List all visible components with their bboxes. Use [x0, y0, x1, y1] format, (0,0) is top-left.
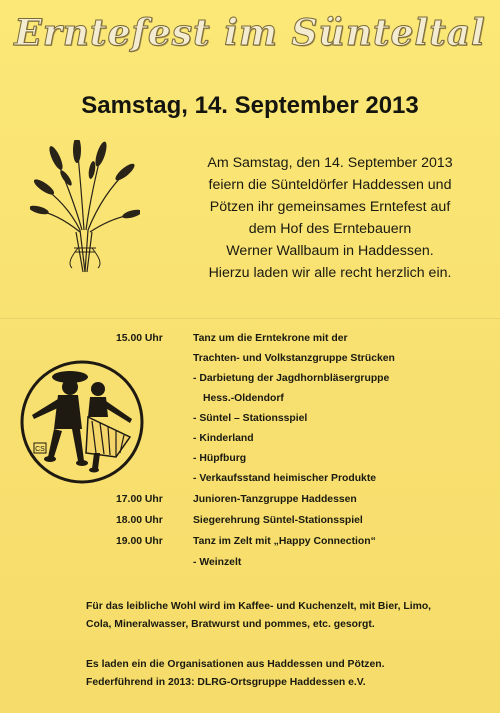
schedule-row: [0, 433, 500, 453]
intro-line: dem Hof des Erntebauern: [248, 221, 412, 237]
schedule-row: [0, 333, 500, 353]
schedule-time: 17.00 Uhr: [116, 494, 163, 505]
catering-line: Cola, Mineralwasser, Bratwurst und pommes, etc. gesorgt.: [86, 619, 375, 630]
schedule-text: - Süntel – Stationsspiel: [193, 413, 308, 424]
schedule-row: [0, 453, 500, 473]
schedule-time: 18.00 Uhr: [116, 515, 163, 526]
organizer-note: [86, 656, 486, 692]
schedule-text: Junioren-Tanzgruppe Haddessen: [193, 494, 357, 505]
catering-line: Für das leibliche Wohl wird im Kaffee- und Kuchenzelt, mit Bier, Limo,: [86, 601, 432, 612]
schedule-time: 19.00 Uhr: [116, 536, 163, 547]
organizer-line: Federführend in 2013: DLRG-Ortsgruppe Haddessen e.V.: [86, 677, 366, 688]
schedule-text: Hess.-Oldendorf: [203, 393, 284, 404]
intro-line: Pötzen ihr gemeinsames Erntefest auf: [209, 199, 451, 215]
schedule-row: [0, 413, 500, 433]
intro-text: [170, 152, 490, 284]
intro-line: Hierzu laden wir alle recht herzlich ein.: [208, 265, 452, 281]
schedule-text: - Hüpfburg: [193, 453, 247, 464]
schedule-text: - Darbietung der Jagdhornbläsergruppe: [193, 373, 390, 384]
schedule-row: [0, 373, 500, 393]
schedule-time: 15.00 Uhr: [116, 333, 163, 344]
schedule-row: [0, 494, 500, 514]
schedule-text: Tanz um die Erntekrone mit der: [193, 333, 348, 344]
page-title: Erntefest im Sünteltal: [14, 12, 486, 54]
schedule-text: - Kinderland: [193, 433, 254, 444]
intro-line: Am Samstag, den 14. September 2013: [207, 155, 453, 171]
schedule-text: Siegerehrung Süntel-Stationsspiel: [193, 515, 363, 526]
intro-line: feiern die Sünteldörfer Haddessen und: [208, 177, 452, 193]
schedule-row: [0, 515, 500, 535]
organizer-line: Es laden ein die Organisationen aus Haddessen und Pötzen.: [86, 659, 385, 670]
date-heading: Samstag, 14. September 2013: [81, 92, 419, 119]
paper-fold-line: [0, 318, 500, 319]
schedule-row: [0, 353, 500, 373]
schedule-row: [0, 536, 500, 556]
schedule-row: [0, 473, 500, 493]
schedule-text: - Verkaufsstand heimischer Produkte: [193, 473, 377, 484]
schedule-row: [0, 393, 500, 413]
logo-monogram: CS: [35, 446, 45, 453]
intro-line: Werner Wallbaum in Haddessen.: [226, 243, 434, 259]
schedule-row: [0, 557, 500, 577]
catering-note: [86, 598, 486, 634]
schedule-text: Trachten- und Volkstanzgruppe Strücken: [193, 353, 395, 364]
schedule-text: Tanz im Zelt mit „Happy Connection“: [193, 536, 376, 547]
wheat-sheaf-icon: [30, 140, 140, 275]
schedule-text: - Weinzelt: [193, 557, 242, 568]
